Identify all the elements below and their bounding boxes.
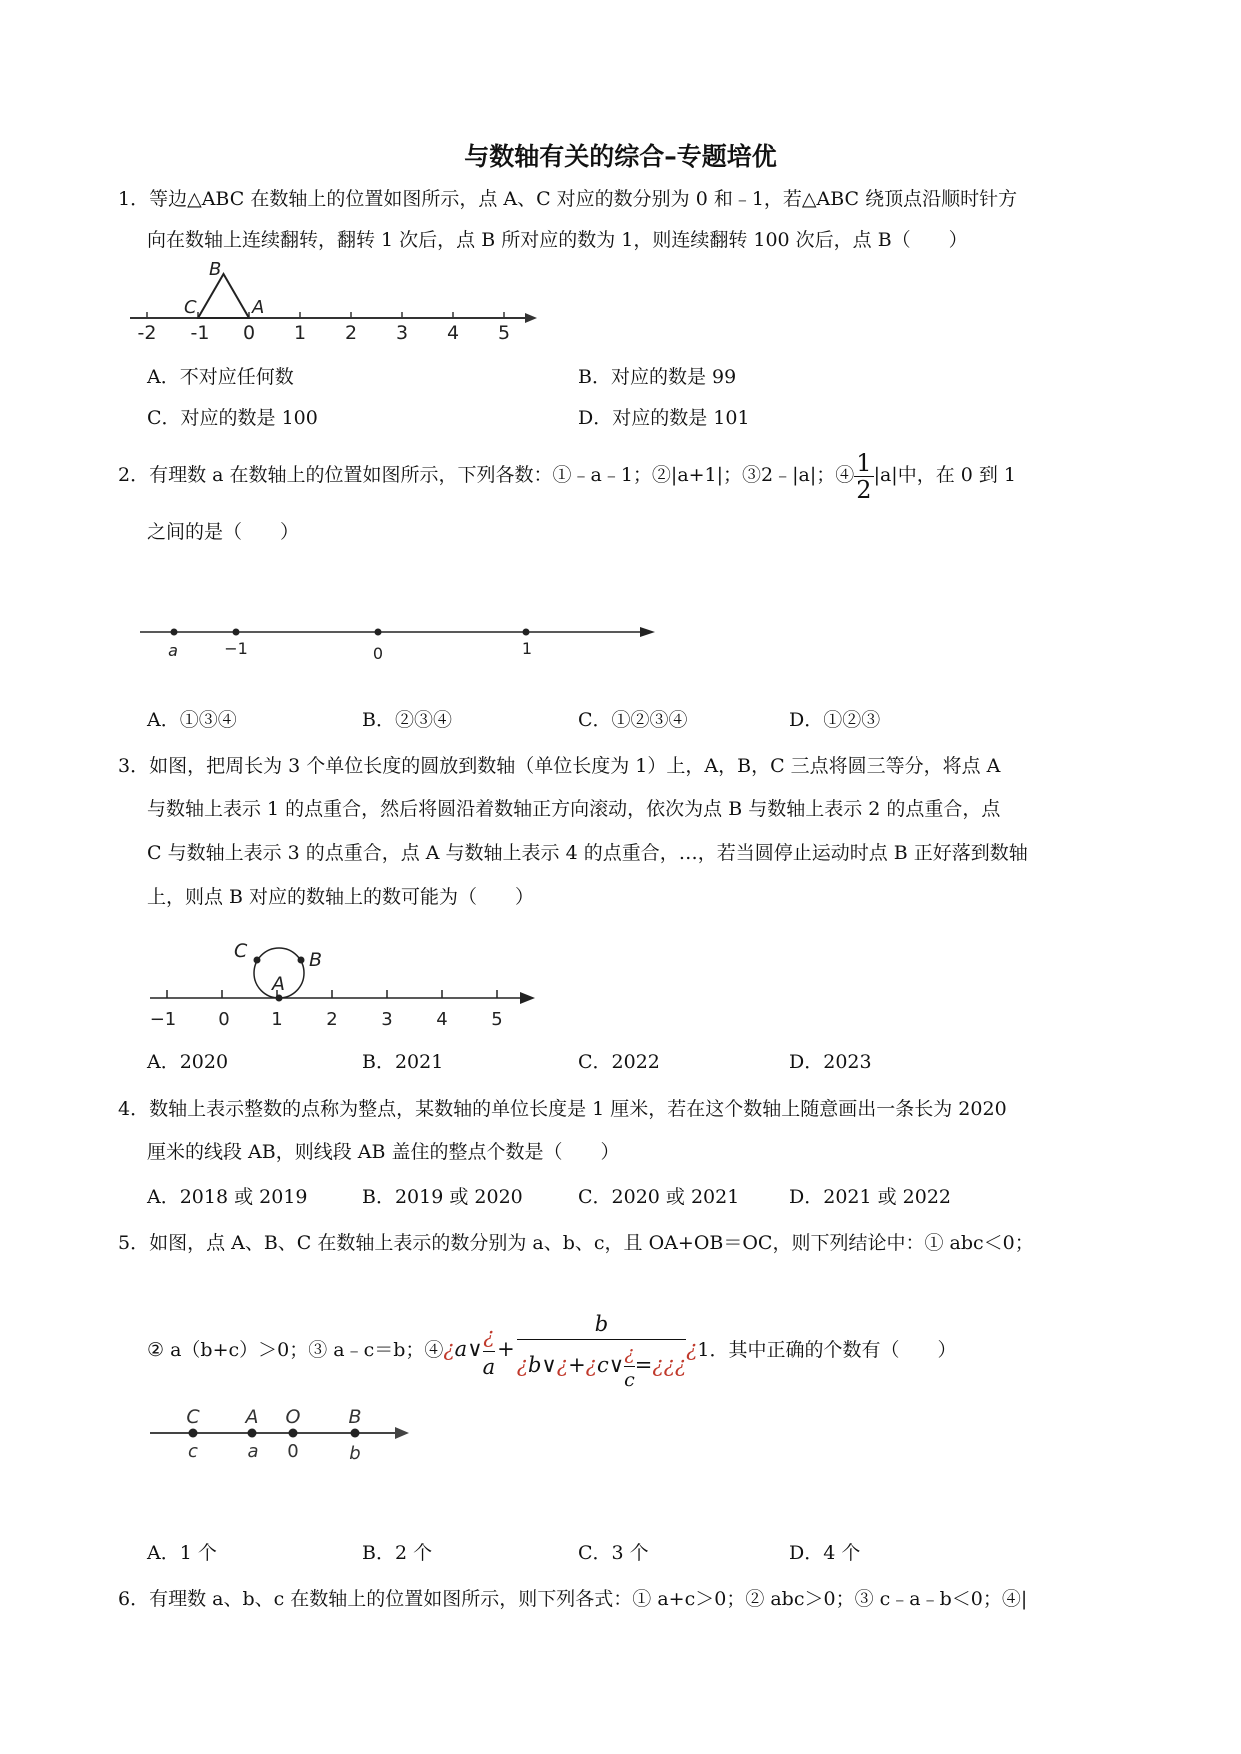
q5-value-label-0: 0	[287, 1441, 299, 1462]
q5-math-var: b	[517, 1311, 686, 1340]
q3-tick-label: 5	[491, 1009, 503, 1030]
q3-option-c[interactable]: C．2022	[578, 1051, 660, 1073]
q1-vertex-label-b: B	[209, 259, 222, 280]
q4-stem-line2: 厘米的线段 AB，则线段 AB 盖住的整点个数是（ ）	[147, 1141, 620, 1163]
q5-small-fraction	[483, 1323, 496, 1380]
q6-stem-line1: 6．有理数 a、b、c 在数轴上的位置如图所示，则下列各式：① a+c＞0；② abc＞0；③ c﹣a﹣b＜0；④|	[118, 1588, 1028, 1610]
q1-option-b[interactable]: B．对应的数是 99	[578, 366, 737, 388]
q3-stem-line2: 与数轴上表示 1 的点重合，然后将圆沿着数轴正方向滚动，依次为点 B 与数轴上表示 2 的点重合，点	[147, 798, 1001, 820]
q1-tick-label: 5	[497, 322, 511, 344]
q5-garbled-char: ¿¿¿	[652, 1353, 687, 1377]
q1-stem-line2: 向在数轴上连续翻转，翻转 1 次后，点 B 所对应的数为 1，则连续翻转 100 次后，点 B（ ）	[147, 229, 968, 251]
q1-tick-label: 4	[446, 322, 460, 344]
q1-vertex-label-c: C	[184, 297, 197, 318]
q2-point-label: −1	[224, 639, 248, 658]
q5-stem-post: 1．其中正确的个数有（ ）	[697, 1339, 957, 1361]
q2-option-b[interactable]: B．②③④	[362, 709, 452, 731]
q5-math-var: c	[596, 1353, 609, 1377]
q2-option-a[interactable]: A．①③④	[147, 709, 237, 731]
q2-fraction-denominator: 2	[856, 475, 872, 504]
q2-number-line-figure	[140, 612, 670, 672]
q5-garbled-char: ¿	[516, 1353, 528, 1377]
q4-option-c[interactable]: C．2020 或 2021	[578, 1186, 740, 1208]
q5-point-label-c: C	[186, 1406, 200, 1428]
q3-circle-label-b: B	[309, 949, 323, 971]
q5-value-label-a: a	[247, 1441, 259, 1462]
q5-garbled-char: ¿	[624, 1342, 635, 1367]
q5-math-var: b	[527, 1353, 542, 1377]
q3-option-d[interactable]: D．2023	[789, 1051, 872, 1073]
q5-math-symbol: ∨	[608, 1353, 625, 1377]
q4-stem-line1: 4．数轴上表示整数的点称为整点，某数轴的单位长度是 1 厘米，若在这个数轴上随意画出一条长为 2020	[118, 1098, 1007, 1120]
q3-tick-label: 1	[271, 1009, 283, 1030]
q5-garbled-char: ¿	[585, 1353, 597, 1377]
q5-stem-pre: ② a（b+c）＞0；③ a﹣c＝b；④	[147, 1339, 444, 1361]
q5-option-b[interactable]: B．2 个	[362, 1542, 433, 1564]
q5-option-a[interactable]: A．1 个	[147, 1542, 217, 1564]
q5-option-d[interactable]: D．4 个	[789, 1542, 861, 1564]
q2-point-label: 0	[372, 644, 384, 663]
q1-tick-label: 2	[344, 322, 358, 344]
q3-option-b[interactable]: B．2021	[362, 1051, 444, 1073]
q5-math-var: a	[454, 1337, 468, 1361]
q1-number-line-figure	[125, 255, 545, 350]
q5-stem-line2	[147, 1309, 956, 1389]
q2-stem-line2: 之间的是（ ）	[147, 521, 300, 543]
q3-circle-label-c: C	[234, 940, 248, 962]
q2-fraction-numerator: 1	[856, 448, 872, 477]
q2-point-label: a	[168, 641, 178, 660]
q1-tick-label: 1	[293, 322, 307, 344]
q3-option-a[interactable]: A．2020	[147, 1051, 229, 1073]
q5-inner-fraction	[624, 1342, 635, 1391]
q5-math-symbol: ∨	[467, 1337, 483, 1361]
q2-option-c[interactable]: C．①②③④	[578, 709, 688, 731]
q1-tick-label: 0	[242, 322, 256, 344]
q1-stem-line1: 1．等边△ABC 在数轴上的位置如图所示，点 A、C 对应的数分别为 0 和﹣1，若△ABC 绕顶点沿顺时针方	[118, 188, 1018, 210]
q5-garbled-char: ¿	[483, 1323, 496, 1352]
q1-tick-label: -1	[190, 322, 210, 344]
q1-option-a[interactable]: A．不对应任何数	[147, 366, 294, 388]
q2-point-label: 1	[521, 639, 533, 658]
q4-option-d[interactable]: D．2021 或 2022	[789, 1186, 952, 1208]
q5-point-label-b: B	[348, 1406, 362, 1428]
q1-tick-label: -2	[137, 322, 157, 344]
q3-tick-label: 3	[381, 1009, 393, 1030]
q5-math-var: a	[482, 1354, 496, 1379]
q5-big-fraction-denominator	[517, 1340, 686, 1391]
q2-stem-post: |a|中，在 0 到 1	[873, 464, 1016, 486]
q3-tick-label: 2	[326, 1009, 338, 1030]
q5-point-label-o: O	[285, 1406, 301, 1428]
q1-vertex-label-a: A	[252, 297, 265, 318]
q5-math-symbol: +	[497, 1337, 515, 1361]
q5-option-c[interactable]: C．3 个	[578, 1542, 649, 1564]
q3-tick-label: 0	[218, 1009, 230, 1030]
q3-stem-line3: C 与数轴上表示 3 的点重合，点 A 与数轴上表示 4 的点重合，…，若当圆停止运动时点 B 正好落到数轴	[147, 842, 1028, 864]
q5-math-symbol: +	[568, 1353, 586, 1377]
q5-stem-line1: 5．如图，点 A、B、C 在数轴上表示的数分别为 a、b、c，且 OA+OB＝OC，则下列结论中：① abc＜0；	[118, 1232, 1034, 1254]
q4-option-a[interactable]: A．2018 或 2019	[147, 1186, 308, 1208]
q5-garbled-char: ¿	[686, 1337, 698, 1361]
q4-option-b[interactable]: B．2019 或 2020	[362, 1186, 523, 1208]
q2-option-d[interactable]: D．①②③	[789, 709, 881, 731]
q5-math-symbol: ∨	[541, 1353, 557, 1377]
q5-value-label-c: c	[188, 1441, 198, 1462]
q1-tick-label: 3	[395, 322, 409, 344]
q3-stem-line1: 3．如图，把周长为 3 个单位长度的圆放到数轴（单位长度为 1）上，A，B，C 三点将圆三等分，将点 A	[118, 755, 1001, 777]
q2-stem-line1	[118, 448, 1016, 506]
q5-garbled-char: ¿	[556, 1353, 569, 1377]
q5-value-label-b: b	[349, 1443, 361, 1464]
q2-fraction	[854, 450, 873, 503]
q5-big-fraction	[517, 1311, 686, 1391]
q5-point-label-a: A	[245, 1406, 259, 1428]
q3-stem-line4: 上，则点 B 对应的数轴上的数可能为（ ）	[147, 886, 535, 908]
q2-stem-pre: 2．有理数 a 在数轴上的位置如图所示，下列各数：①﹣a﹣1；②|a+1|；③2﹣|a|；④	[118, 464, 855, 486]
q3-circle-label-a: A	[272, 973, 285, 995]
q3-tick-label: −1	[149, 1009, 177, 1030]
q1-option-d[interactable]: D．对应的数是 101	[578, 407, 750, 429]
q5-math-symbol: =	[634, 1353, 653, 1377]
q5-number-line-figure	[145, 1405, 415, 1475]
q5-math-var: c	[624, 1369, 635, 1391]
q1-option-c[interactable]: C．对应的数是 100	[147, 407, 318, 429]
page-title: 与数轴有关的综合–专题培优	[464, 142, 777, 171]
q3-tick-label: 4	[436, 1009, 448, 1030]
q3-number-line-figure	[145, 932, 545, 1037]
q5-garbled-char: ¿	[443, 1337, 455, 1361]
